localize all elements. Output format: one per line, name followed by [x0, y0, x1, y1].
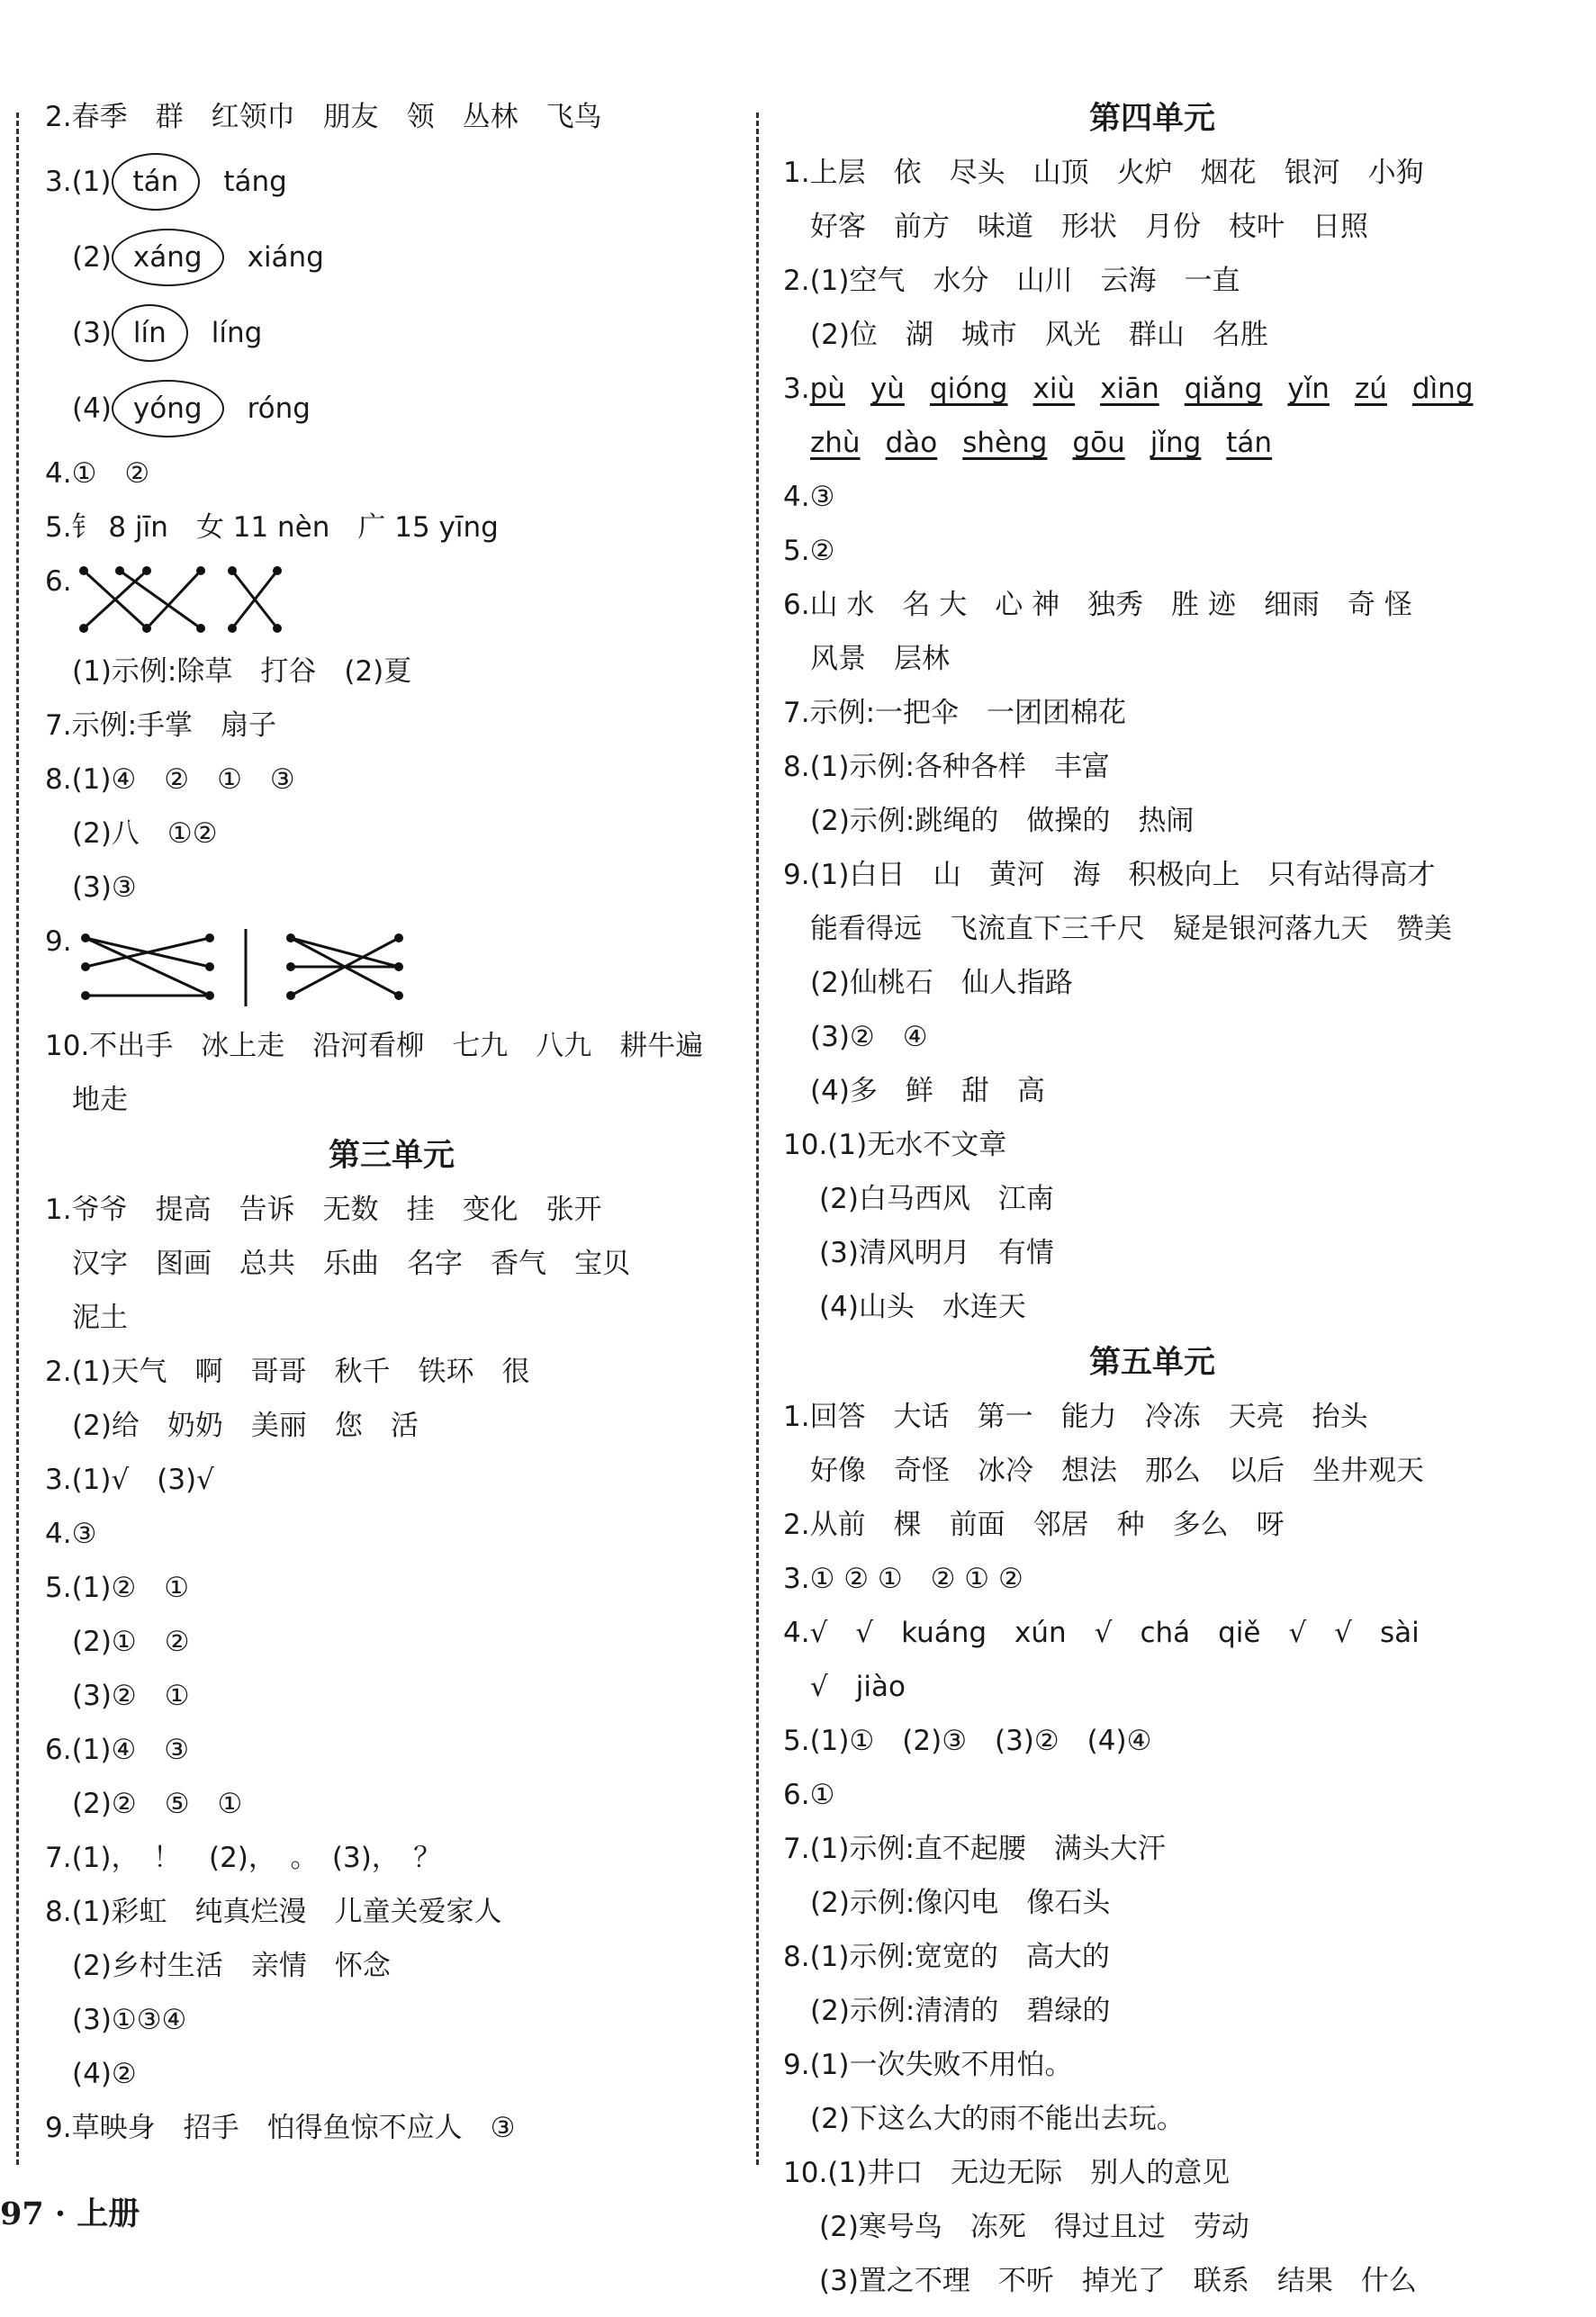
column-divider — [756, 113, 759, 2165]
circled-pinyin-row — [45, 229, 738, 286]
answer-line: (2)示例:像闪电 像石头 — [810, 1887, 1111, 1919]
circled-answer: tán — [112, 153, 201, 211]
underlined-pinyin: tán — [1226, 427, 1273, 459]
sub-question-label: (2) — [72, 241, 112, 274]
answer-line: 8.(1)④ ② ① ③ — [45, 763, 295, 796]
left-margin-rule — [16, 113, 19, 2165]
answer-line: 2.从前 棵 前面 邻居 种 多么 呀 — [783, 1509, 1285, 1541]
underlined-pinyin: pù — [809, 373, 845, 405]
answer-line: 10.不出手 冰上走 沿河看柳 七九 八九 耕牛遍 — [45, 1030, 704, 1062]
answer-line: 8.(1)彩虹 纯真烂漫 儿童关爱家人 — [45, 1896, 502, 1928]
answer-line: 2.春季 群 红领巾 朋友 领 丛林 飞鸟 — [45, 101, 602, 133]
answer-line: (3)③ — [72, 871, 137, 904]
question-number: 9. — [45, 925, 72, 958]
answer-line: 8.(1)示例:宽宽的 高大的 — [783, 1941, 1110, 1973]
answer-line: (2)给 奶奶 美丽 您 活 — [72, 1410, 419, 1442]
answer-line: (2)位 湖 城市 风光 群山 名胜 — [810, 319, 1268, 351]
answer-line: (3)置之不理 不听 掉光了 联系 结果 什么 — [819, 2265, 1417, 2297]
answer-line: (1)示例:除草 打谷 (2)夏 — [72, 655, 412, 688]
answer-line: 6.(1)④ ③ — [45, 1734, 190, 1766]
answer-line: 7.(1)示例:直不起腰 满头大汗 — [783, 1833, 1166, 1865]
underlined-pinyin: dìng — [1411, 373, 1474, 405]
answer-line: 4.③ — [45, 1518, 97, 1550]
cross-lines-figure — [75, 563, 309, 636]
answer-line: (4)② — [72, 2058, 137, 2090]
matching-lines-figure — [75, 924, 417, 1010]
answer-line: 1.爷爷 提高 告诉 无数 挂 变化 张开 — [45, 1194, 602, 1226]
underlined-pinyin: xiān — [1100, 373, 1159, 405]
circled-pinyin-row — [45, 304, 738, 362]
circled-pinyin-row — [45, 380, 738, 437]
answer-line: 10.(1)井口 无边无际 别人的意见 — [783, 2157, 1231, 2189]
answer-line: 汉字 图画 总共 乐曲 名字 香气 宝贝 — [72, 1248, 630, 1280]
answer-line: 地走 — [72, 1084, 128, 1116]
answer-line: 5.钅 8 jīn 女 11 nèn 广 15 yīng — [45, 511, 499, 544]
underlined-pinyin: gōu — [1072, 427, 1125, 459]
answer-line: (2)① ② — [72, 1626, 190, 1658]
answer-line: 9.(1)一次失败不用怕。 — [783, 2049, 1073, 2081]
answer-line: (2)仙桃石 仙人指路 — [810, 967, 1073, 999]
answer-line: (4)多 鲜 甜 高 — [810, 1075, 1045, 1107]
answer-line: 1.回答 大话 第一 能力 冷冻 天亮 抬头 — [783, 1401, 1368, 1433]
matching-diagram-9 — [45, 924, 738, 1010]
answer-line: 3.① ② ① ② ① ② — [783, 1563, 1023, 1595]
answer-line: 风景 层林 — [810, 643, 950, 675]
answer-line: 7.示例:手掌 扇子 — [45, 709, 277, 742]
answer-line: 7.示例:一把伞 一团团棉花 — [783, 697, 1127, 729]
circled-pinyin-row — [45, 153, 738, 211]
answer-line: 8.(1)示例:各种各样 丰富 — [783, 751, 1110, 783]
pinyin-group — [783, 425, 1521, 461]
answer-line: (2)八 ①② — [72, 817, 218, 850]
answer-line: 1.上层 依 尽头 山顶 火炉 烟花 银河 小狗 — [783, 157, 1424, 189]
answer-line: √ jiào — [810, 1671, 906, 1703]
answer-line: 7.(1)， ！ (2)， 。 (3)， ？ — [45, 1842, 442, 1874]
underlined-pinyin: qióng — [929, 373, 1008, 405]
underlined-pinyin: yǐn — [1287, 373, 1330, 405]
pinyin-line — [783, 371, 1521, 407]
unit-heading-5: 第五单元 — [1088, 1345, 1215, 1381]
answer-line: 6.① — [783, 1779, 835, 1811]
question-number: 3. — [783, 373, 810, 405]
pinyin-option: róng — [247, 392, 311, 425]
underlined-pinyin: jǐng — [1150, 427, 1202, 459]
answer-line: 9.(1)白日 山 黄河 海 积极向上 只有站得高才 — [783, 859, 1436, 891]
circled-answer: xáng — [112, 229, 224, 286]
sub-question-label: (3) — [72, 317, 112, 349]
circled-answer: yóng — [112, 380, 224, 437]
circled-pinyin-group — [45, 153, 738, 437]
unit-heading-3: 第三单元 — [328, 1138, 455, 1174]
answer-line: (2)② ⑤ ① — [72, 1788, 243, 1820]
page-footer: 97 · 上册 — [0, 2195, 140, 2232]
answer-line: (2)示例:清清的 碧绿的 — [810, 1995, 1111, 2027]
underlined-pinyin: yù — [870, 373, 905, 405]
pinyin-group — [810, 373, 1499, 405]
underlined-pinyin: dào — [885, 427, 938, 459]
unit-4-answers-a — [783, 155, 1521, 353]
pinyin-option: táng — [223, 166, 287, 198]
matching-diagram-6 — [45, 563, 738, 636]
answer-line: 10.(1)无水不文章 — [783, 1129, 1007, 1161]
answer-line: (2)白马西风 江南 — [819, 1183, 1054, 1215]
answer-line: 2.(1)天气 啊 哥哥 秋千 铁环 很 — [45, 1356, 530, 1388]
circled-answer: lín — [112, 304, 188, 362]
answer-line: (3)清风明月 有情 — [819, 1237, 1054, 1269]
unit-5-answers — [783, 1399, 1521, 2299]
question-number: 6. — [45, 565, 72, 598]
left-column — [45, 99, 738, 2164]
answer-line: (3)①③④ — [72, 2004, 187, 2036]
answer-line: 5.② — [783, 535, 835, 567]
underlined-pinyin: xiù — [1032, 373, 1076, 405]
answer-line: 4.√ √ kuáng xún √ chá qiě √ √ sài — [783, 1617, 1420, 1649]
answer-line: (2)下这么大的雨不能出去玩。 — [810, 2103, 1185, 2135]
pinyin-option: xiáng — [247, 241, 324, 274]
answer-line: (2)寒号鸟 冻死 得过且过 劳动 — [819, 2211, 1249, 2243]
answer-line: 4.③ — [783, 481, 835, 513]
sub-question-label: 3.(1) — [45, 166, 112, 198]
unit-heading-4: 第四单元 — [1088, 101, 1215, 137]
answer-line: 5.(1)② ① — [45, 1572, 190, 1604]
underlined-pinyin: qiǎng — [1184, 373, 1263, 405]
answer-line: 2.(1)空气 水分 山川 云海 一直 — [783, 265, 1240, 297]
answer-line: 6.山 水 名 大 心 神 独秀 胜 迹 细雨 奇 怪 — [783, 589, 1412, 621]
answer-line: 9.草映身 招手 怕得鱼惊不应人 ③ — [45, 2112, 516, 2144]
answer-line: (3)② ④ — [810, 1021, 928, 1053]
answer-line: 5.(1)① (2)③ (3)② (4)④ — [783, 1725, 1152, 1757]
underlined-pinyin: zú — [1354, 373, 1387, 405]
answer-line: 好像 奇怪 冰冷 想法 那么 以后 坐井观天 — [810, 1455, 1424, 1487]
answer-line: 泥土 — [72, 1302, 128, 1334]
pinyin-option: líng — [211, 317, 263, 349]
answer-line: (2)乡村生活 亲情 怀念 — [72, 1950, 391, 1982]
answer-line: (4)山头 水连天 — [819, 1291, 1026, 1323]
answer-line: (2)示例:跳绳的 做操的 热闹 — [810, 805, 1195, 837]
underlined-pinyin: shèng — [962, 427, 1048, 459]
unit-4-answers-b — [783, 479, 1521, 1325]
answer-line: 能看得远 飞流直下三千尺 疑是银河落九天 赞美 — [810, 913, 1452, 945]
right-column — [783, 99, 1521, 2317]
underlined-pinyin: zhù — [810, 427, 861, 459]
sub-question-label: (4) — [72, 392, 112, 425]
answer-line: 好客 前方 味道 形状 月份 枝叶 日照 — [810, 211, 1368, 243]
answer-line: 4.① ② — [45, 457, 150, 490]
answer-line: (3)② ① — [72, 1680, 190, 1712]
answer-line: 3.(1)√ (3)√ — [45, 1464, 214, 1496]
unit-3-answers — [45, 1192, 738, 2146]
